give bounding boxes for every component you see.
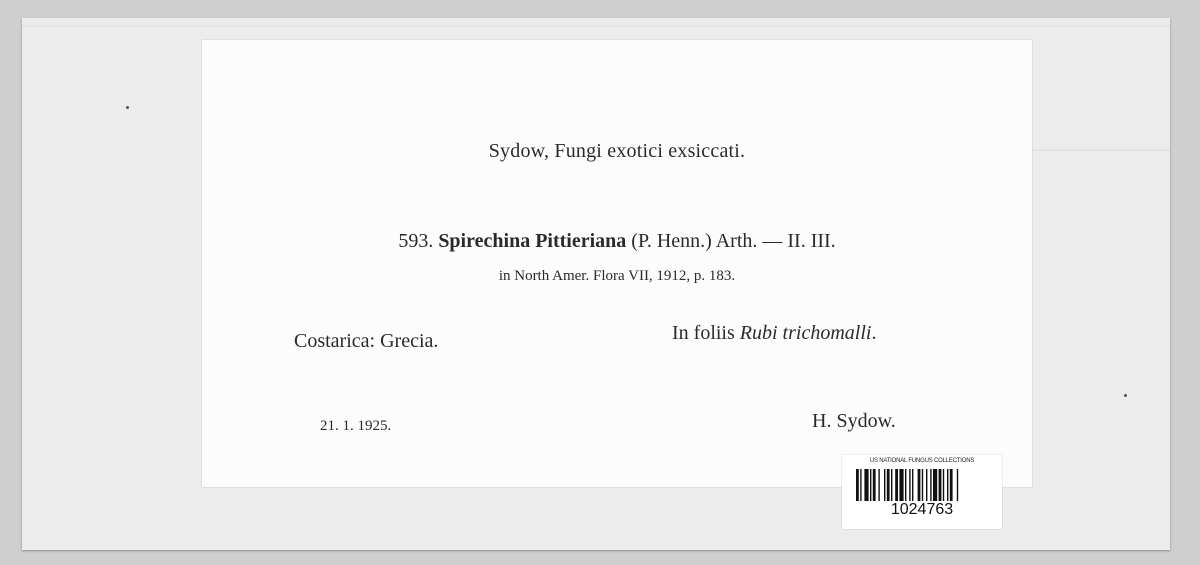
barcode-bar	[887, 469, 890, 501]
barcode-bar	[947, 469, 948, 501]
barcode-bar	[933, 469, 937, 501]
barcode-bar	[864, 469, 868, 501]
collection-date: 21. 1. 1925.	[320, 418, 392, 434]
barcode-bar	[926, 469, 927, 501]
barcode-bar	[957, 469, 958, 501]
barcode-bar	[899, 469, 903, 501]
barcode-bar	[891, 469, 892, 501]
barcode-bar	[930, 469, 931, 501]
host-name: Rubi trichomalli	[739, 322, 872, 344]
barcode-bar	[922, 469, 923, 501]
paper-speck	[1124, 394, 1127, 397]
barcode-bar	[895, 469, 898, 501]
barcode-bar	[950, 469, 953, 501]
barcode-icon	[856, 469, 990, 501]
species-number: 593.	[398, 230, 434, 252]
species-line	[202, 230, 1032, 253]
collector: H. Sydow.	[812, 410, 896, 432]
barcode-bar	[870, 469, 871, 501]
barcode-bar	[905, 469, 906, 501]
barcode-bar	[878, 469, 879, 501]
species-authority: (P. Henn.) Arth. — II. III.	[631, 230, 836, 252]
host-prefix: In foliis	[672, 322, 740, 344]
barcode-number: 1024763	[890, 501, 954, 518]
host-suffix: .	[871, 322, 877, 344]
paper-speck	[126, 106, 129, 109]
barcode-label	[842, 455, 1002, 529]
barcode-bar	[939, 469, 942, 501]
barcode-bar	[918, 469, 921, 501]
barcode-bar	[884, 469, 885, 501]
herbarium-label	[202, 40, 1032, 487]
barcode-bar	[873, 469, 876, 501]
host-info	[672, 322, 876, 345]
barcode-bar	[943, 469, 944, 501]
barcode-bar	[912, 469, 913, 501]
locality: Costarica: Grecia.	[294, 330, 439, 352]
barcode-header: US NATIONAL FUNGUS COLLECTIONS	[869, 458, 975, 464]
barcode-bar	[860, 469, 861, 501]
literature-reference: in North Amer. Flora VII, 1912, p. 183.	[498, 268, 736, 284]
barcode-bar	[856, 469, 859, 501]
series-title: Sydow, Fungi exotici exsiccati.	[488, 140, 746, 162]
species-name: Spirechina Pittieriana	[438, 230, 627, 252]
barcode-bar	[909, 469, 910, 501]
